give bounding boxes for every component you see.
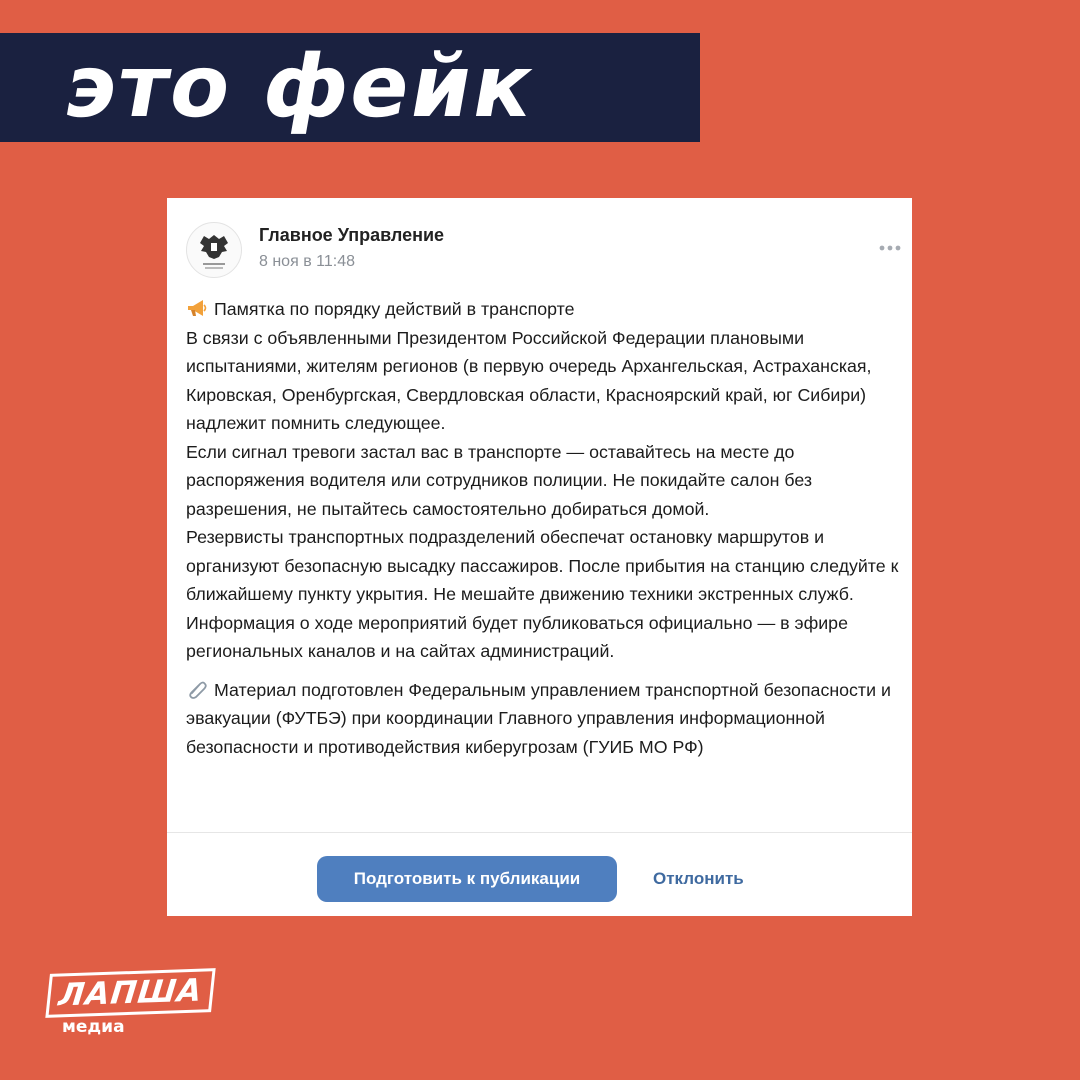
lapsha-media-logo [48,971,213,1037]
post-paragraph: Информация о ходе мероприятий будет публиковаться официально — в эфире региональных каналов и на сайтах администраций. [186,612,848,661]
post-heading: Памятка по порядку действий в транспорте [214,299,575,319]
post-paragraph: Резервисты транспортных подразделений обеспечат остановку маршрутов и организуют безопасную высадку пассажиров. После прибытия на станцию следуйте к ближайшему пункту укрытия. Не мешайте движению техники экстренных служб. [186,527,899,604]
prepare-publish-button[interactable]: Подготовить к публикации [317,856,617,902]
eagle-emblem-icon [187,223,241,277]
banner-title: это фейк [57,37,544,137]
post-paragraph: В связи с объявленными Президентом Российской Федерации плановыми испытаниями, жителям регионов (в первую очередь Архангельская, Астраханская, Кировская, Оренбургская, Свердловская области, Красноярский край, юг Сибири) надлежит помнить следующее. [186,327,872,433]
reject-button[interactable]: Отклонить [653,869,744,888]
more-dots-icon[interactable] [878,238,902,258]
post-date[interactable]: 8 ноя в 11:48 [259,253,355,270]
post-body [186,295,906,761]
megaphone-icon [186,298,208,318]
divider [167,832,912,833]
avatar[interactable] [186,222,242,278]
post-paragraph: Если сигнал тревоги застал вас в транспорте — оставайтесь на месте до распоряжения водителя или сотрудников полиции. Не покидайте салон без разрешения, не пытайтесь самостоятельно добираться домой. [186,441,813,519]
post-card [167,198,912,916]
post-note-text: Материал подготовлен Федеральным управлением транспортной безопасности и эвакуации (ФУТБЭ) при координации Главного управления информационной безопасности и противодействия киберугрозам (ГУИБ МО РФ) [186,679,891,757]
logo-text: ЛАПША [56,972,205,1014]
post-note [186,676,906,762]
paperclip-icon [186,679,208,699]
post-paragraph [186,295,906,324]
fake-banner [0,33,700,142]
logo-subtext: медиа [62,1017,125,1037]
logo-box [45,968,215,1018]
post-author[interactable]: Главное Управление [259,225,445,245]
